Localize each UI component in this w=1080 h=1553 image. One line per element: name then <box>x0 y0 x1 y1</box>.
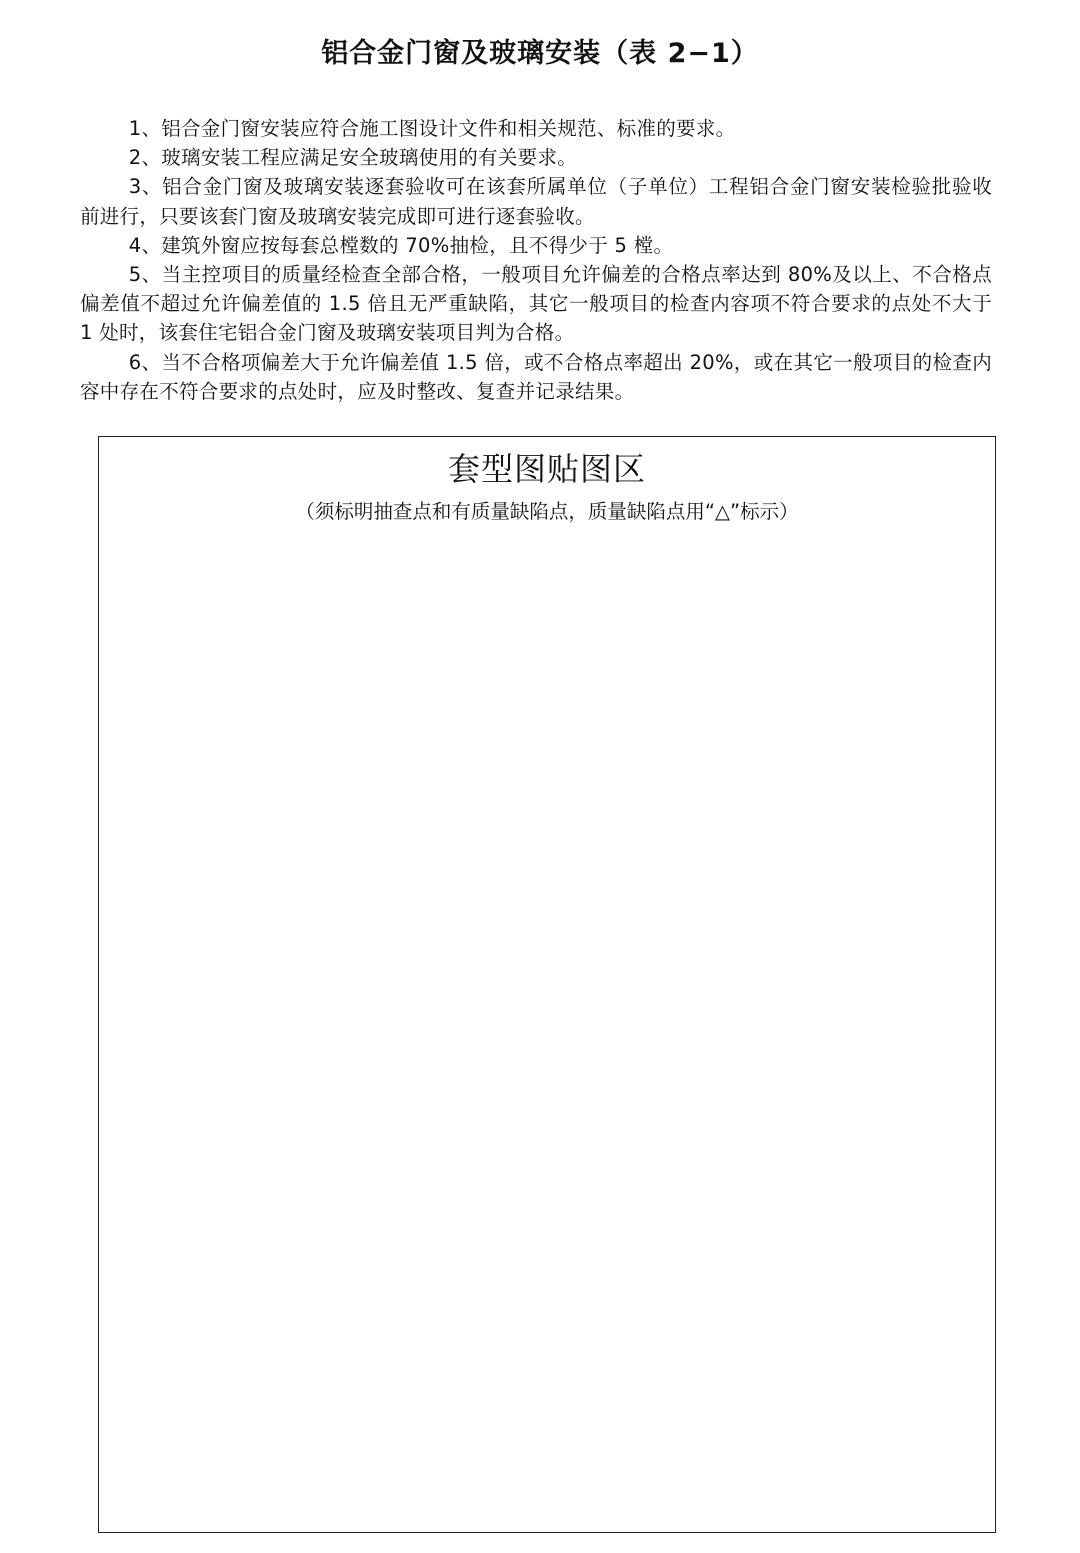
paste-area-instructions: （须标明抽查点和有质量缺陷点，质量缺陷点用“△”标示） <box>295 500 799 523</box>
note-item-2: 2、玻璃安装工程应满足安全玻璃使用的有关要求。 <box>128 146 578 170</box>
floor-plan-paste-area <box>98 436 996 1533</box>
paste-area-title: 套型图贴图区 <box>447 450 646 488</box>
note-item-5: 5、当主控项目的质量经检查全部合格，一般项目允许偏差的合格点率达到 80%及以上、不合格点偏差值不超过允许偏差值的 1.5 倍且无严重缺陷，其它一般项目的检查内容项不符合要求的点处不大于 1 处时，该套住宅铝合金门窗及玻璃安装项目判为合格。 <box>80 263 992 345</box>
note-item-4: 4、建筑外窗应按每套总樘数的 70%抽检，且不得少于 5 樘。 <box>128 233 674 257</box>
note-item-3: 3、铝合金门窗及玻璃安装逐套验收可在该套所属单位（子单位）工程铝合金门窗安装检验批验收前进行，只要该套门窗及玻璃安装完成即可进行逐套验收。 <box>80 175 992 228</box>
note-item-6: 6、当不合格项偏差大于允许偏差值 1.5 倍，或不合格点率超出 20%，或在其它一般项目的检查内容中存在不符合要求的点处时，应及时整改、复查并记录结果。 <box>80 350 992 403</box>
note-item-1: 1、铝合金门窗安装应符合施工图设计文件和相关规范、标准的要求。 <box>128 117 736 140</box>
document-title: 铝合金门窗及玻璃安装（表 2−1） <box>321 38 759 69</box>
notes-list <box>80 114 992 406</box>
